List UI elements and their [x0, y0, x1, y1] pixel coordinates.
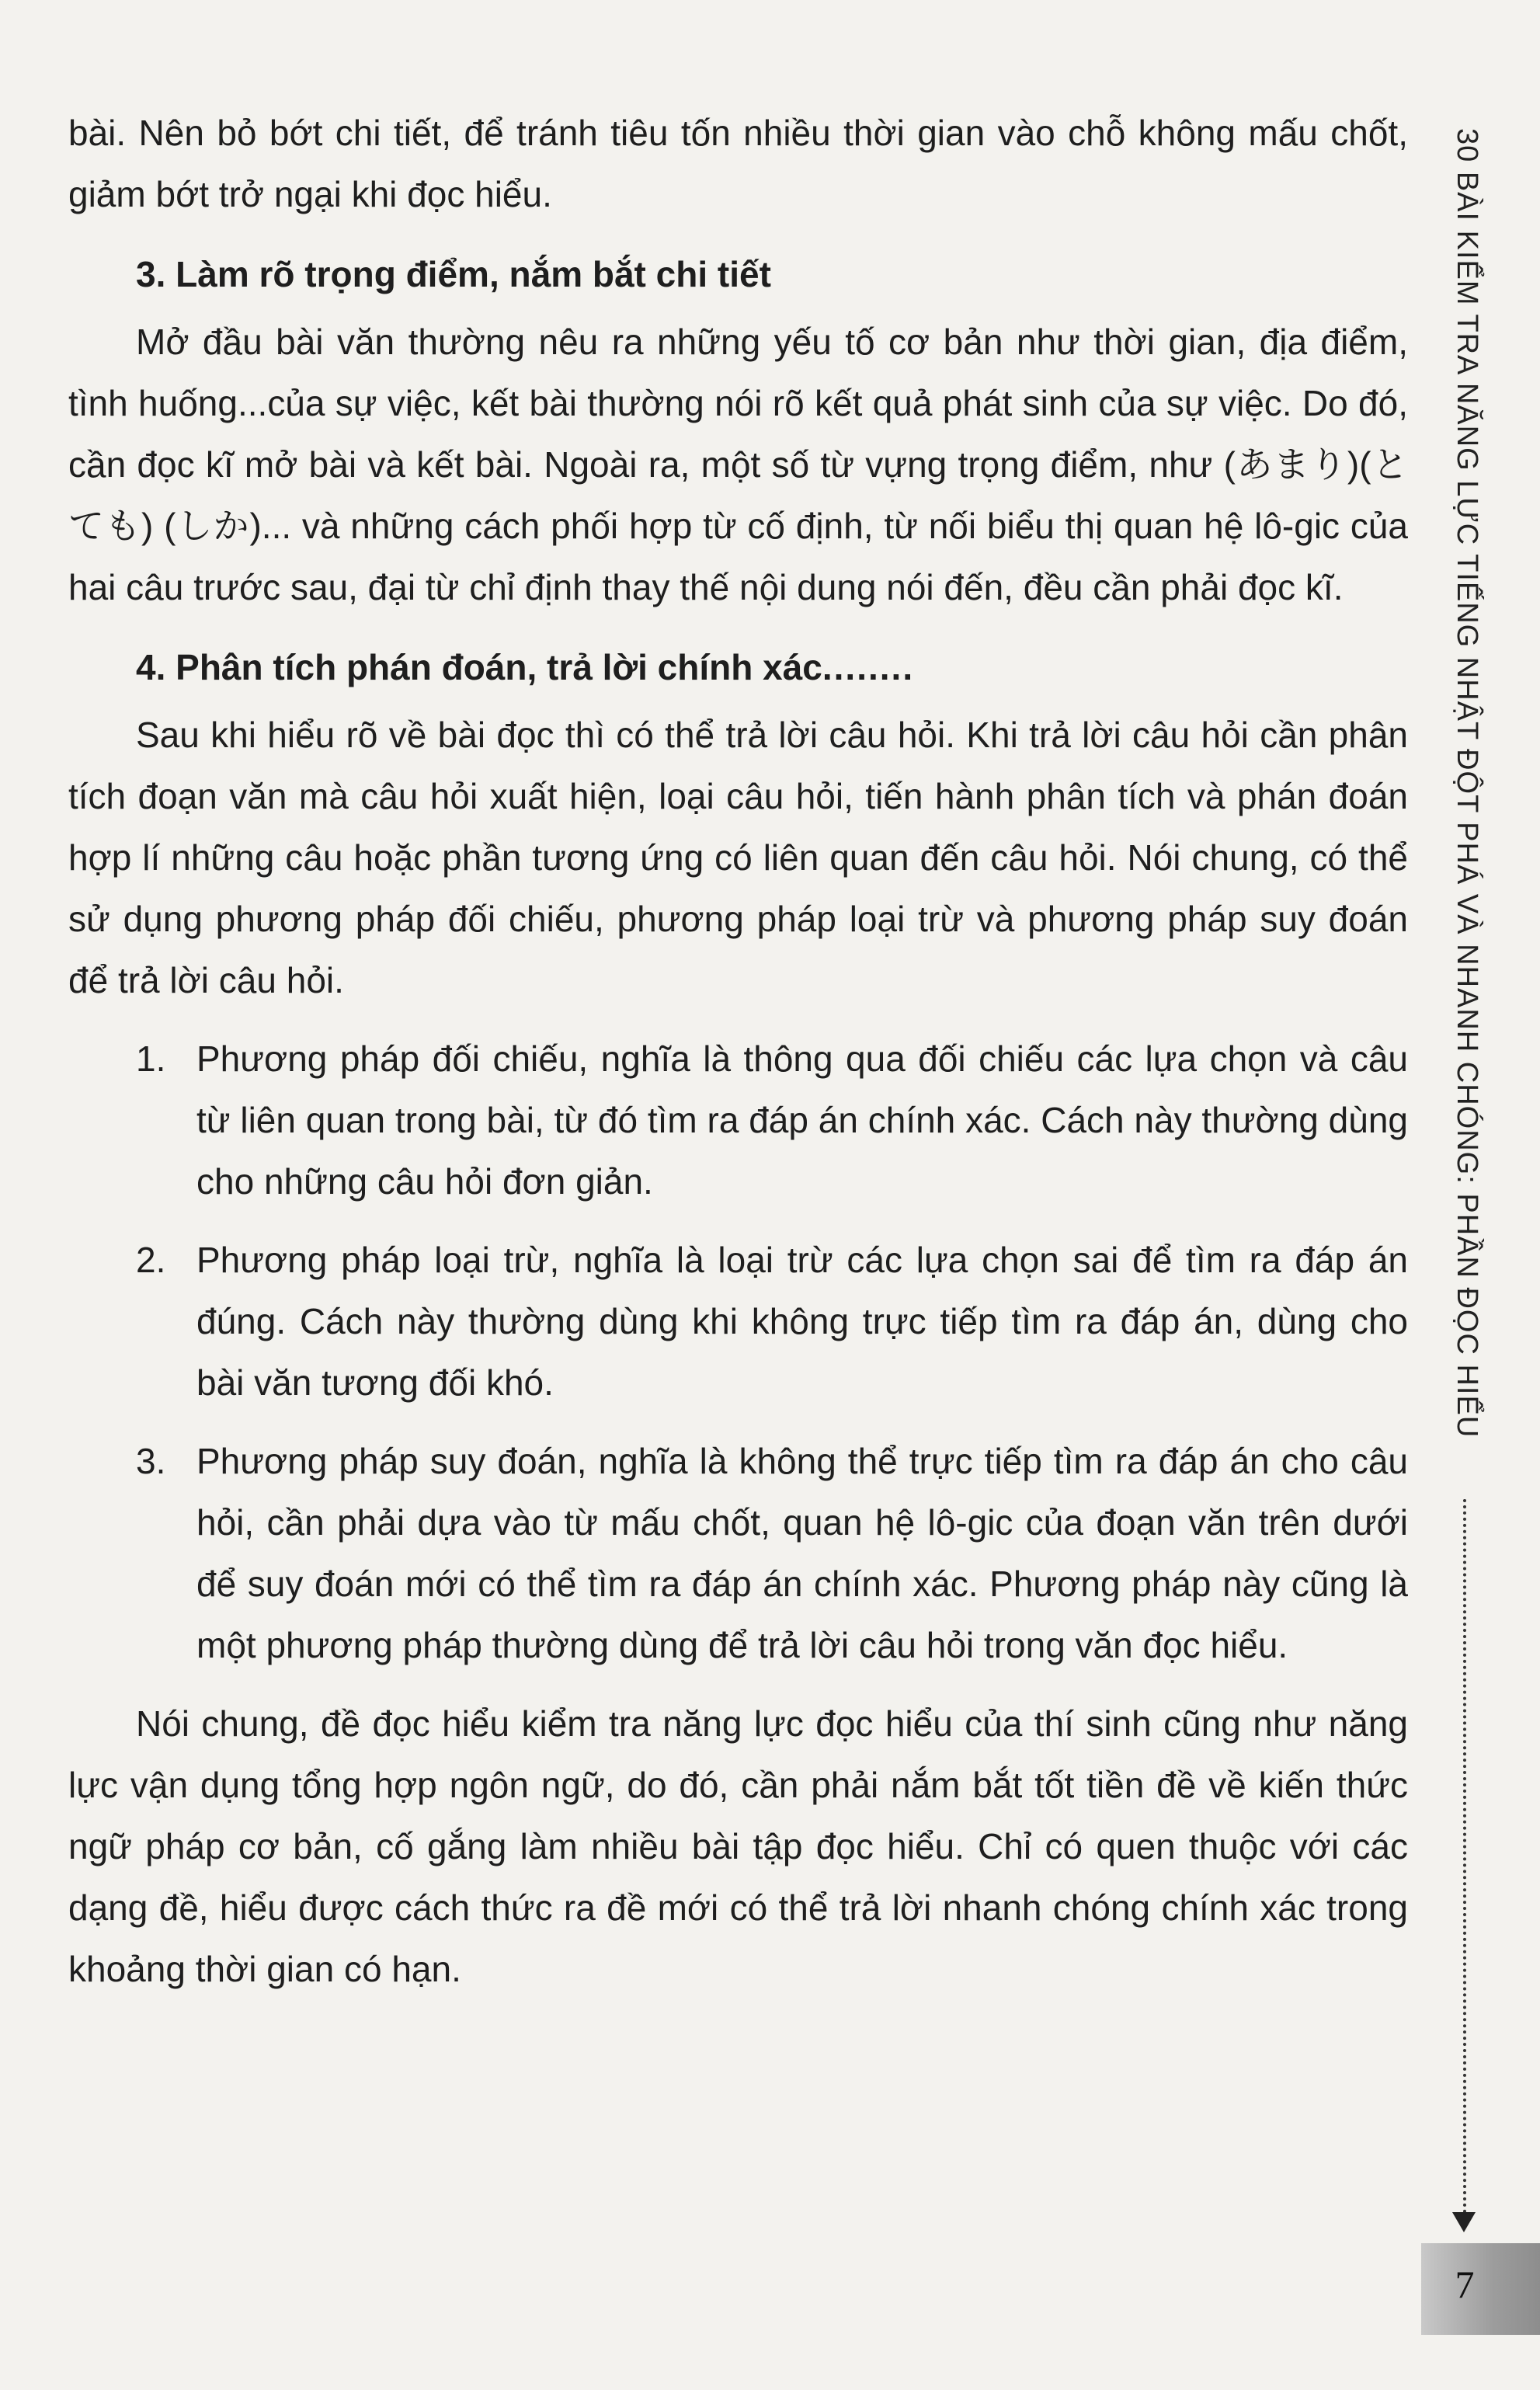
- running-head: 30 BÀI KIỂM TRA NĂNG LỰC TIẾNG NHẬT ĐỘT PHÁ VÀ NHANH CHÓNG: PHẦN ĐỌC HIỂU: [1451, 128, 1483, 1439]
- method-number: 1.: [136, 1038, 166, 1079]
- method-text: Phương pháp loại trừ, nghĩa là loại trừ các lựa chọn sai để tìm ra đáp án đúng. Cách này thường dùng khi không trực tiếp tìm ra đáp án, dùng cho bài văn tương đối khó.: [196, 1240, 1408, 1403]
- method-number: 2.: [136, 1240, 166, 1280]
- section-4-intro: Sau khi hiểu rõ về bài đọc thì có thể trả lời câu hỏi. Khi trả lời câu hỏi cần phân tích đoạn văn mà câu hỏi xuất hiện, loại câu hỏi, tiến hành phân tích và phán đoán hợp lí những câu hoặc phần tương ứng có liên quan đến câu hỏi. Nói chung, có thể sử dụng phương pháp đối chiếu, phương pháp loại trừ và phương pháp suy đoán để trả lời câu hỏi.: [68, 715, 1408, 1000]
- section-4-heading: 4. Phân tích phán đoán, trả lời chính xác........: [136, 647, 915, 687]
- opening-paragraph: bài. Nên bỏ bớt chi tiết, để tránh tiêu tốn nhiều thời gian vào chỗ không mấu chốt, giảm bớt trở ngại khi đọc hiểu.: [68, 113, 1408, 214]
- section-3-heading: 3. Làm rõ trọng điểm, nắm bắt chi tiết: [136, 254, 771, 294]
- method-item: [68, 1028, 1408, 1212]
- conclusion-paragraph: Nói chung, đề đọc hiểu kiểm tra năng lực đọc hiểu của thí sinh cũng như năng lực vận dụng tổng hợp ngôn ngữ, do đó, cần phải nắm bắt tốt tiền đề về kiến thức ngữ pháp cơ bản, cố gắng làm nhiều bài tập đọc hiểu. Chỉ có quen thuộc với các dạng đề, hiểu được cách thức ra đề mới có thể trả lời nhanh chóng chính xác trong khoảng thời gian có hạn.: [68, 1703, 1408, 1989]
- page-number: 7: [1455, 2263, 1475, 2306]
- method-item: [68, 1431, 1408, 1676]
- section-3-body: Mở đầu bài văn thường nêu ra những yếu tố cơ bản như thời gian, địa điểm, tình huống...của sự việc, kết bài thường nói rõ kết quả phát sinh của sự việc. Do đó, cần đọc kĩ mở bài và kết bài. Ngoài ra, một số từ vựng trọng điểm, như (あまり)(とても) (しか)... và những cách phối hợp từ cố định, từ nối biểu thị quan hệ lô-gic của hai câu trước sau, đại từ chỉ định thay thế nội dung nói đến, đều cần phải đọc kĩ.: [68, 322, 1408, 607]
- main-text: [68, 103, 1408, 2000]
- arrow-down-icon: [1452, 2212, 1476, 2232]
- heading-leader-dots: ........: [822, 647, 915, 687]
- method-item: [68, 1230, 1408, 1414]
- method-text: Phương pháp suy đoán, nghĩa là không thể trực tiếp tìm ra đáp án cho câu hỏi, cần phải dựa vào từ mấu chốt, quan hệ lô-gic của đoạn văn trên dưới để suy đoán mới có thể tìm ra đáp án chính xác. Phương pháp này cũng là một phương pháp thường dùng để trả lời câu hỏi trong văn đọc hiểu.: [196, 1441, 1408, 1665]
- method-text: Phương pháp đối chiếu, nghĩa là thông qua đối chiếu các lựa chọn và câu từ liên quan trong bài, từ đó tìm ra đáp án chính xác. Cách này thường dùng cho những câu hỏi đơn giản.: [196, 1038, 1408, 1202]
- methods-list: [68, 1028, 1408, 1676]
- method-number: 3.: [136, 1441, 166, 1481]
- dotted-guide-line: [1463, 1499, 1466, 2214]
